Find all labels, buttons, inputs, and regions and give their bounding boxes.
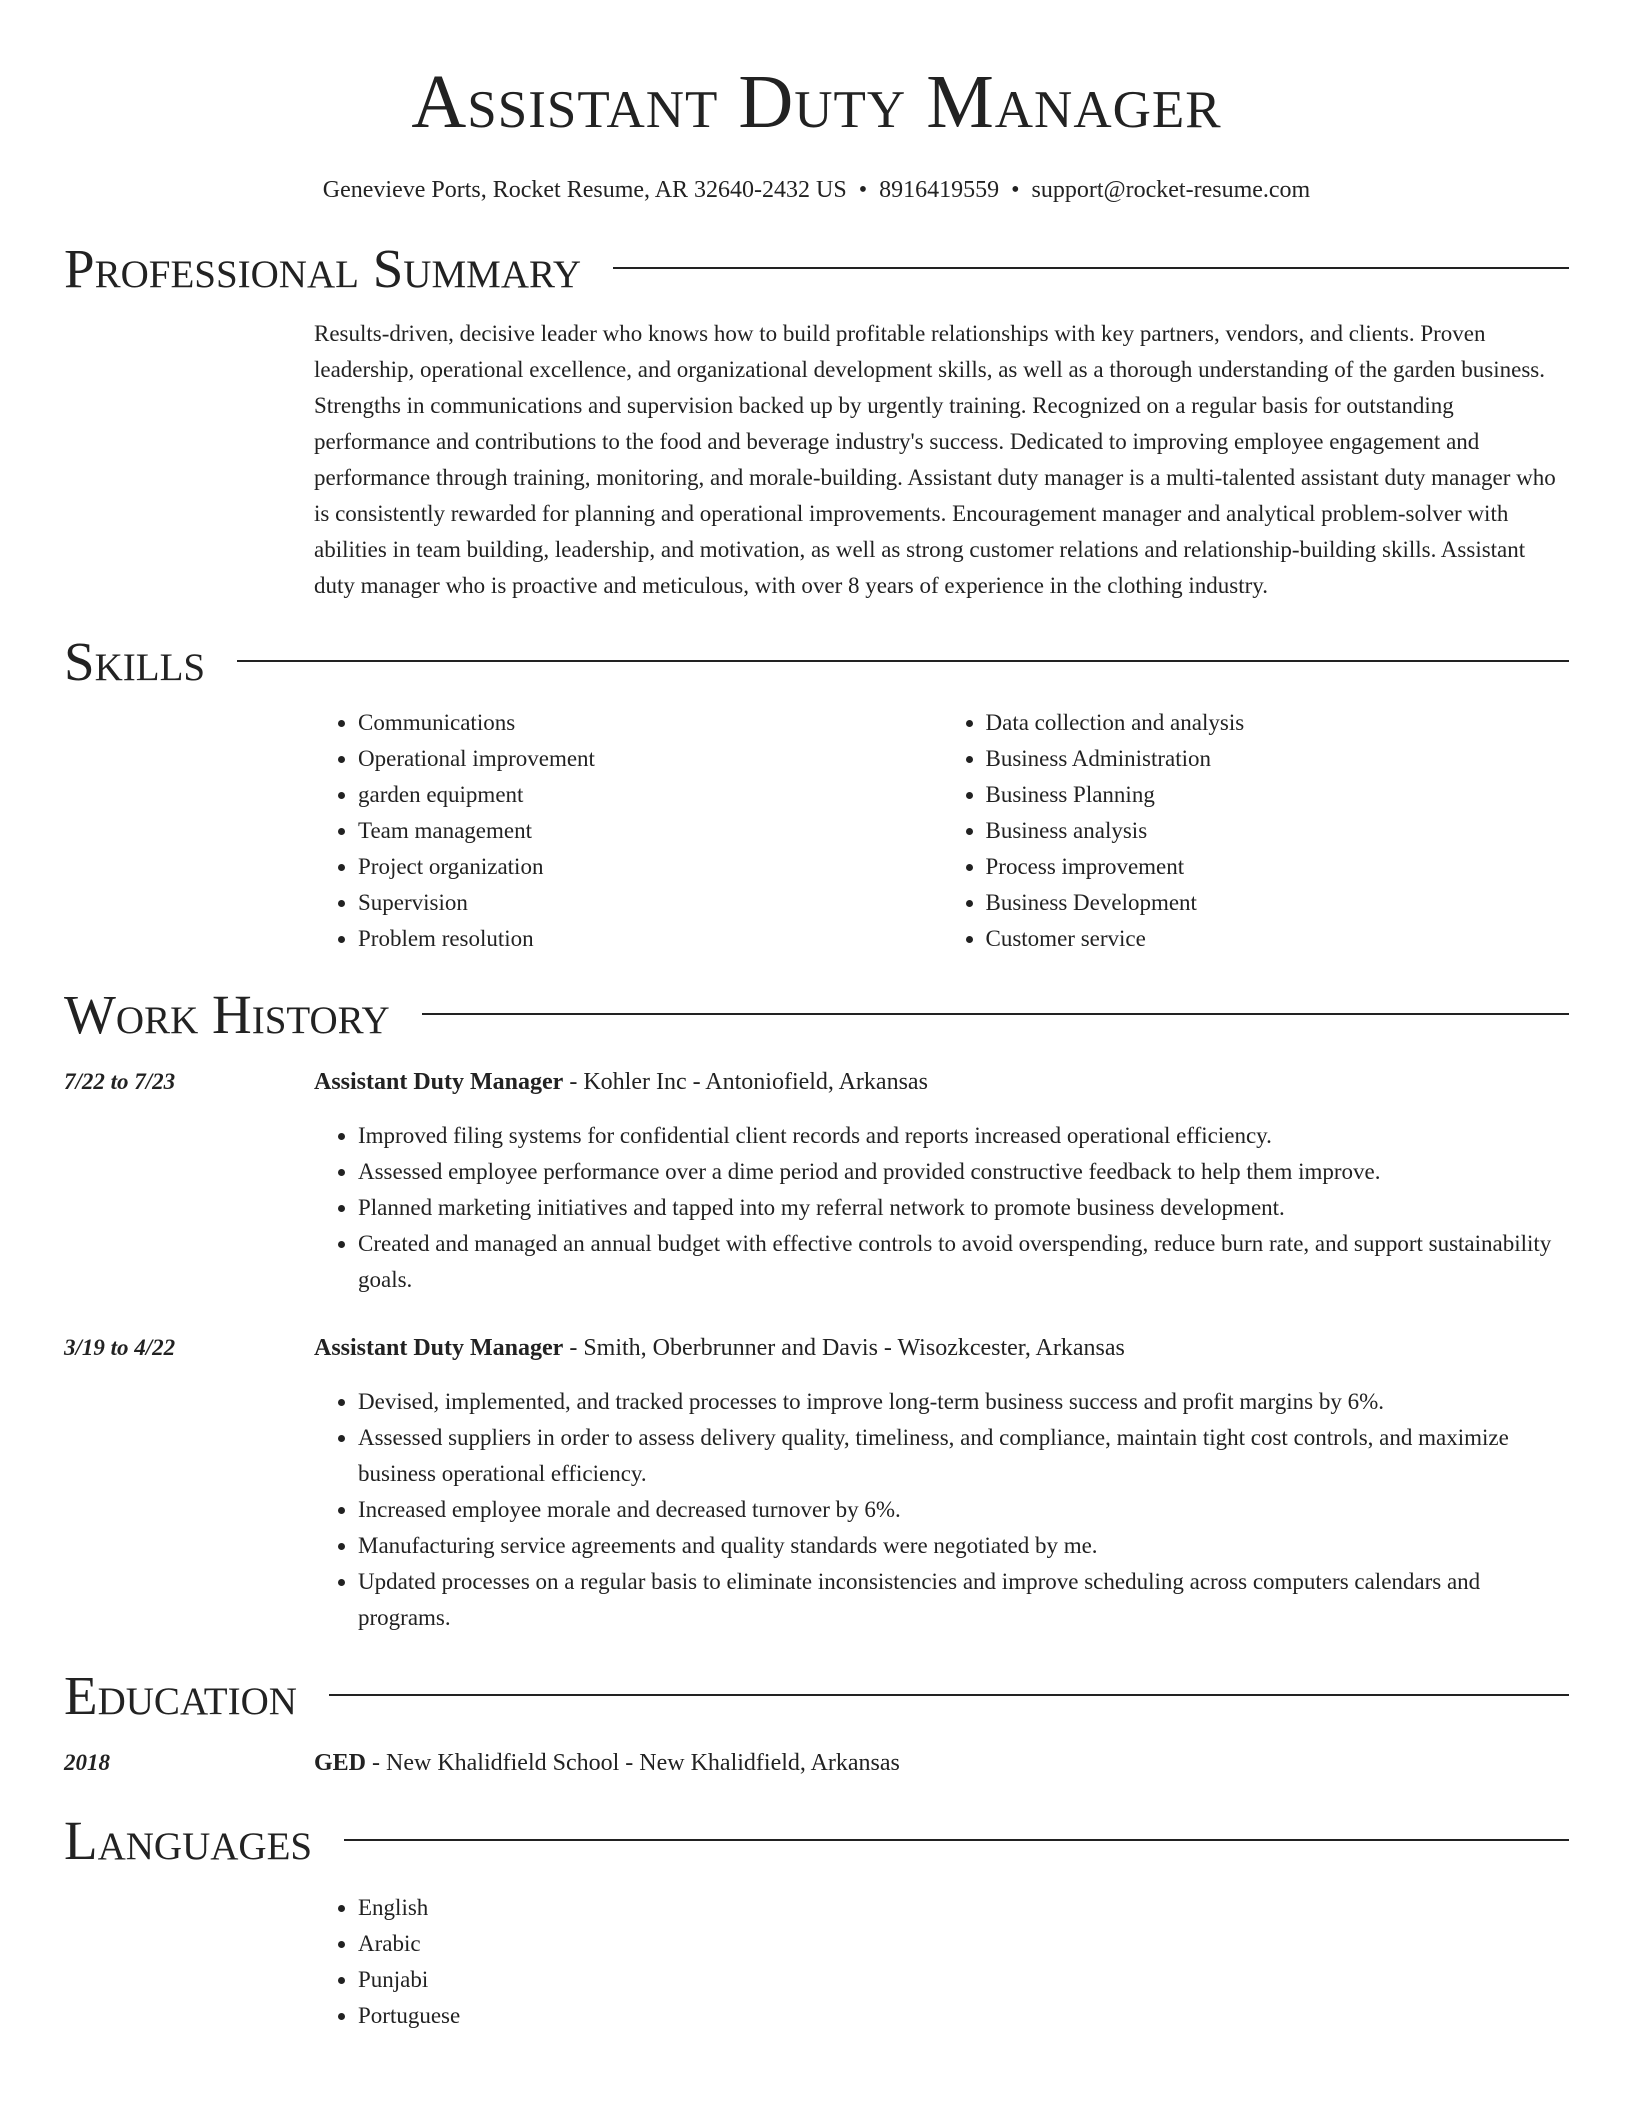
summary-heading: Professional Summary bbox=[64, 237, 582, 299]
education-degree: GED bbox=[314, 1749, 367, 1776]
language-item: • English bbox=[358, 1890, 1569, 1926]
education-heading: Education bbox=[64, 1664, 297, 1726]
responsibility-item: • Assessed suppliers in order to assess delivery quality, timeliness, and compliance, maintain tight cost controls, and maximize business operational efficiency. bbox=[358, 1420, 1569, 1492]
skills-section-header bbox=[64, 630, 1569, 692]
skill-item: • Process improvement bbox=[986, 849, 1570, 885]
responsibility-item: • Updated processes on a regular basis to eliminate inconsistencies and improve scheduling across computers calendars and programs. bbox=[358, 1564, 1569, 1636]
language-item: • Portuguese bbox=[358, 1998, 1569, 2034]
language-item: • Punjabi bbox=[358, 1962, 1569, 1998]
section-divider bbox=[422, 1013, 1569, 1015]
skill-item: • Business Administration bbox=[986, 741, 1570, 777]
languages-list bbox=[314, 1890, 1569, 2034]
job-dates: 3/19 to 4/22 bbox=[64, 1334, 176, 1360]
job-company-location: - Kohler Inc - Antoniofield, Arkansas bbox=[563, 1068, 928, 1095]
skill-item: • garden equipment bbox=[358, 777, 942, 813]
education-section-header bbox=[64, 1664, 1569, 1726]
languages-heading: Languages bbox=[64, 1809, 313, 1871]
work-section-header bbox=[64, 983, 1569, 1045]
skills-list-left bbox=[314, 705, 942, 957]
job-title: Assistant Duty Manager bbox=[314, 1068, 564, 1095]
section-divider bbox=[344, 1839, 1569, 1841]
job-heading bbox=[314, 1330, 1569, 1366]
contact-address: Genevieve Ports, Rocket Resume, AR 32640-2432 US bbox=[322, 177, 847, 203]
resume-title: Assistant Duty Manager bbox=[411, 60, 1222, 144]
skill-item: • Problem resolution bbox=[358, 921, 942, 957]
skills-section bbox=[314, 705, 1569, 957]
skill-item: • Business Development bbox=[986, 885, 1570, 921]
responsibility-item: • Created and managed an annual budget with effective controls to avoid overspending, reduce burn rate, and support sustainability goals. bbox=[358, 1226, 1569, 1298]
responsibility-item: • Improved filing systems for confidential client records and reports increased operational efficiency. bbox=[358, 1118, 1569, 1154]
contact-email: support@rocket-resume.com bbox=[1031, 177, 1311, 203]
responsibility-item: • Increased employee morale and decreased turnover by 6%. bbox=[358, 1492, 1569, 1528]
responsibility-item: • Planned marketing initiatives and tapped into my referral network to promote business development. bbox=[358, 1190, 1569, 1226]
job-heading bbox=[314, 1064, 1569, 1100]
skills-heading: Skills bbox=[64, 630, 206, 692]
skill-item: • Customer service bbox=[986, 921, 1570, 957]
contact-phone: 8916419559 bbox=[879, 177, 1000, 203]
contact-line bbox=[64, 176, 1569, 205]
education-entry bbox=[64, 1745, 1569, 1781]
skill-item: • Operational improvement bbox=[358, 741, 942, 777]
job-entry bbox=[64, 1064, 1569, 1298]
job-entry bbox=[64, 1330, 1569, 1636]
contact-separator: • bbox=[1011, 177, 1020, 203]
skill-item: • Business analysis bbox=[986, 813, 1570, 849]
skill-item: • Team management bbox=[358, 813, 942, 849]
skill-item: • Data collection and analysis bbox=[986, 705, 1570, 741]
skill-item: • Project organization bbox=[358, 849, 942, 885]
education-school-location: - New Khalidfield School - New Khalidfield, Arkansas bbox=[366, 1749, 900, 1776]
language-item: • Arabic bbox=[358, 1926, 1569, 1962]
skill-item: • Supervision bbox=[358, 885, 942, 921]
section-divider bbox=[237, 660, 1569, 662]
section-divider bbox=[329, 1694, 1569, 1696]
summary-section bbox=[314, 316, 1569, 604]
job-title: Assistant Duty Manager bbox=[314, 1334, 564, 1361]
job-responsibilities bbox=[314, 1118, 1569, 1298]
job-dates: 7/22 to 7/23 bbox=[64, 1068, 176, 1094]
education-year: 2018 bbox=[64, 1749, 110, 1775]
skill-item: • Business Planning bbox=[986, 777, 1570, 813]
job-company-location: - Smith, Oberbrunner and Davis - Wisozkcester, Arkansas bbox=[563, 1334, 1125, 1361]
languages-section bbox=[314, 1890, 1569, 2034]
section-divider bbox=[613, 267, 1569, 269]
contact-separator: • bbox=[858, 177, 868, 203]
responsibility-item: • Manufacturing service agreements and quality standards were negotiated by me. bbox=[358, 1528, 1569, 1564]
skill-item: • Communications bbox=[358, 705, 942, 741]
skills-list-right bbox=[942, 705, 1570, 957]
work-heading: Work History bbox=[64, 983, 390, 1045]
responsibility-item: • Assessed employee performance over a dime period and provided constructive feedback to help them improve. bbox=[358, 1154, 1569, 1190]
languages-section-header bbox=[64, 1809, 1569, 1871]
responsibility-item: • Devised, implemented, and tracked processes to improve long-term business success and profit margins by 6%. bbox=[358, 1384, 1569, 1420]
education-line bbox=[314, 1745, 1569, 1781]
job-responsibilities bbox=[314, 1384, 1569, 1636]
summary-section-header bbox=[64, 237, 1569, 299]
summary-text: Results-driven, decisive leader who knows how to build profitable relationships with key partners, vendors, and clients. Proven leadership, operational excellence, and organizational development skills, as well as a thorough understanding of the garden business. Strengths in communications and supervision backed up by urgently training. Recognized on a regular basis for outstanding performance and contributions to the food and beverage industry's success. Dedicated to improving employee engagement and performance through training, monitoring, and morale-building. Assistant duty manager is a multi-talented assistant duty manager who is consistently rewarded for planning and operational improvements. Encouragement manager and analytical problem-solver with abilities in team building, leadership, and motivation, as well as strong customer relations and relationship-building skills. Assistant duty manager who is proactive and meticulous, with over 8 years of experience in the clothing industry. bbox=[314, 320, 1556, 598]
